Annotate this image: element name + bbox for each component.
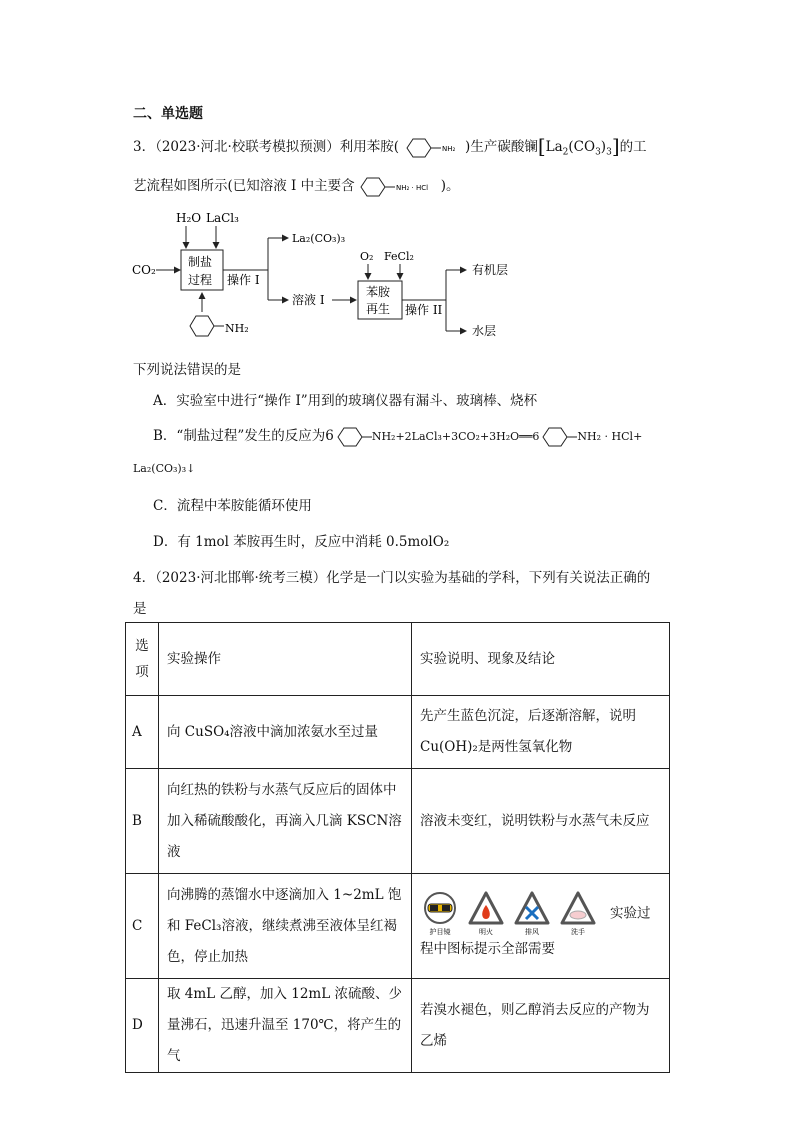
table-row: [126, 874, 670, 979]
option-b-end: NH₂ · HCl+: [577, 430, 643, 443]
bracket-close: ]: [611, 134, 620, 158]
row-d-description: 若溴水褪色，则乙醇消去反应的产物为乙烯: [412, 979, 670, 1073]
aniline-hcl-label: NH₂ · HCl: [395, 183, 428, 192]
q3-stem: 下列说法错误的是: [133, 362, 241, 378]
open-flame-icon: [470, 893, 502, 936]
option-b-mid: NH₂+2LaCl₃+3CO₂+3H₂O══6: [371, 430, 540, 443]
row-c-description: 实验过程中图标提示全部需要: [420, 905, 651, 957]
la2co33-product: La₂(CO₃)₃: [292, 232, 346, 245]
header-operation: 实验操作: [159, 623, 412, 696]
section-title: 二、单选题: [133, 106, 203, 122]
row-b-option: B: [126, 769, 159, 874]
h2o-label: H₂O: [176, 211, 202, 225]
aniline-ring-b1-icon: [334, 425, 372, 449]
aniline-ring-icon: [190, 316, 214, 336]
solution1-label: 溶液 I: [292, 293, 325, 307]
aqueous-layer-label: 水层: [472, 324, 497, 338]
o2-label: O₂: [360, 250, 374, 263]
table-row: [126, 979, 670, 1073]
row-c-description: [412, 874, 670, 979]
formula-sub3: 3: [595, 147, 601, 158]
formula-sub3b: 3: [606, 147, 612, 158]
row-a-operation: 向 CuSO₄溶液中滴加浓氨水至过量: [159, 696, 412, 769]
organic-layer-label: 有机层: [472, 263, 509, 277]
aniline-nh2-flow: NH₂: [225, 322, 249, 335]
formula-la: La: [545, 139, 563, 155]
goggles-icon: [425, 893, 455, 936]
svg-text:洗手: 洗手: [571, 928, 585, 936]
box2-line2: 再生: [366, 302, 391, 316]
aniline-structure-icon: [399, 136, 465, 160]
box2-line1: 苯胺: [366, 285, 391, 299]
process-flow-diagram: [128, 208, 528, 348]
fecl2-label: FeCl₂: [384, 250, 414, 263]
safety-icons: [420, 891, 610, 937]
op2-label: 操作 II: [405, 303, 443, 317]
q3-option-b[interactable]: [153, 424, 642, 449]
q3-option-d[interactable]: D．有 1mol 苯胺再生时，反应中消耗 0.5molO₂: [153, 534, 450, 550]
row-c-operation: 向沸腾的蒸馏水中逐滴加入 1~2mL 饱和 FeCl₃溶液，继续煮沸至液体呈红褐色，停止加热: [159, 874, 412, 979]
hand-wash-icon: [562, 893, 594, 936]
q3-option-a[interactable]: A．实验室中进行“操作 I”用到的玻璃仪器有漏斗、玻璃棒、烧杯: [153, 393, 538, 409]
row-a-description: 先产生蓝色沉淀，后逐渐溶解，说明Cu(OH)₂是两性氢氧化物: [412, 696, 670, 769]
ventilation-icon: [516, 893, 548, 936]
aniline-ring-b2-icon: [539, 425, 577, 449]
row-b-description: 溶液未变红，说明铁粉与水蒸气未反应: [412, 769, 670, 874]
row-a-option: A: [126, 696, 159, 769]
row-d-operation: 取 4mL 乙醇，加入 12mL 浓硫酸、少量沸石，迅速升温至 170℃，将产生的气: [159, 979, 412, 1073]
lacl3-label: LaCl₃: [206, 211, 239, 225]
q3-suffix: 的工: [619, 139, 647, 155]
q4-line2: 是: [133, 601, 147, 617]
experiment-table: [125, 622, 670, 1073]
header-description: 实验说明、现象及结论: [412, 623, 670, 696]
co2-label: CO₂: [132, 263, 156, 277]
row-c-option: C: [126, 874, 159, 979]
aniline-hcl-structure-icon: [355, 175, 441, 199]
q4-line1: 4．（2023·河北邯郸·统考三模）化学是一门以实验为基础的学科，下列有关说法正确的: [133, 570, 651, 586]
row-d-option: D: [126, 979, 159, 1073]
q3-line2: [133, 174, 459, 199]
q3-option-c[interactable]: C．流程中苯胺能循环使用: [153, 498, 312, 514]
q3-mid: )生产碳酸镧: [465, 139, 538, 155]
op1-label: 操作 I: [227, 273, 260, 287]
formula-sub2: 2: [562, 147, 569, 158]
q3-line1: [133, 134, 647, 160]
header-option: 选项: [126, 623, 159, 696]
la2co33-formula: [: [537, 134, 546, 158]
table-row: [126, 696, 670, 769]
table-header-row: [126, 623, 670, 696]
row-b-operation: 向红热的铁粉与水蒸气反应后的固体中加入稀硫酸酸化，再滴入几滴 KSCN溶液: [159, 769, 412, 874]
svg-text:排风: 排风: [525, 928, 539, 936]
option-b-line2: La₂(CO₃)₃↓: [133, 462, 196, 475]
box1-line2: 过程: [188, 273, 213, 287]
aniline-nh2-label: NH₂: [442, 144, 456, 153]
q3-prefix: 3．（2023·河北·校联考模拟预测）利用苯胺(: [133, 139, 400, 155]
q3-line2-prefix: 艺流程如图所示(已知溶液 I 中主要含: [133, 178, 355, 194]
q3-line2-suffix: )。: [440, 178, 460, 194]
table-row: [126, 769, 670, 874]
svg-text:护目镜: 护目镜: [429, 928, 451, 936]
formula-close: ): [600, 139, 607, 155]
option-b-prefix: B．“制盐过程”发生的反应为6: [153, 428, 334, 444]
formula-co3: (CO: [568, 139, 596, 155]
box1-line1: 制盐: [188, 255, 213, 269]
svg-text:明火: 明火: [479, 928, 493, 936]
